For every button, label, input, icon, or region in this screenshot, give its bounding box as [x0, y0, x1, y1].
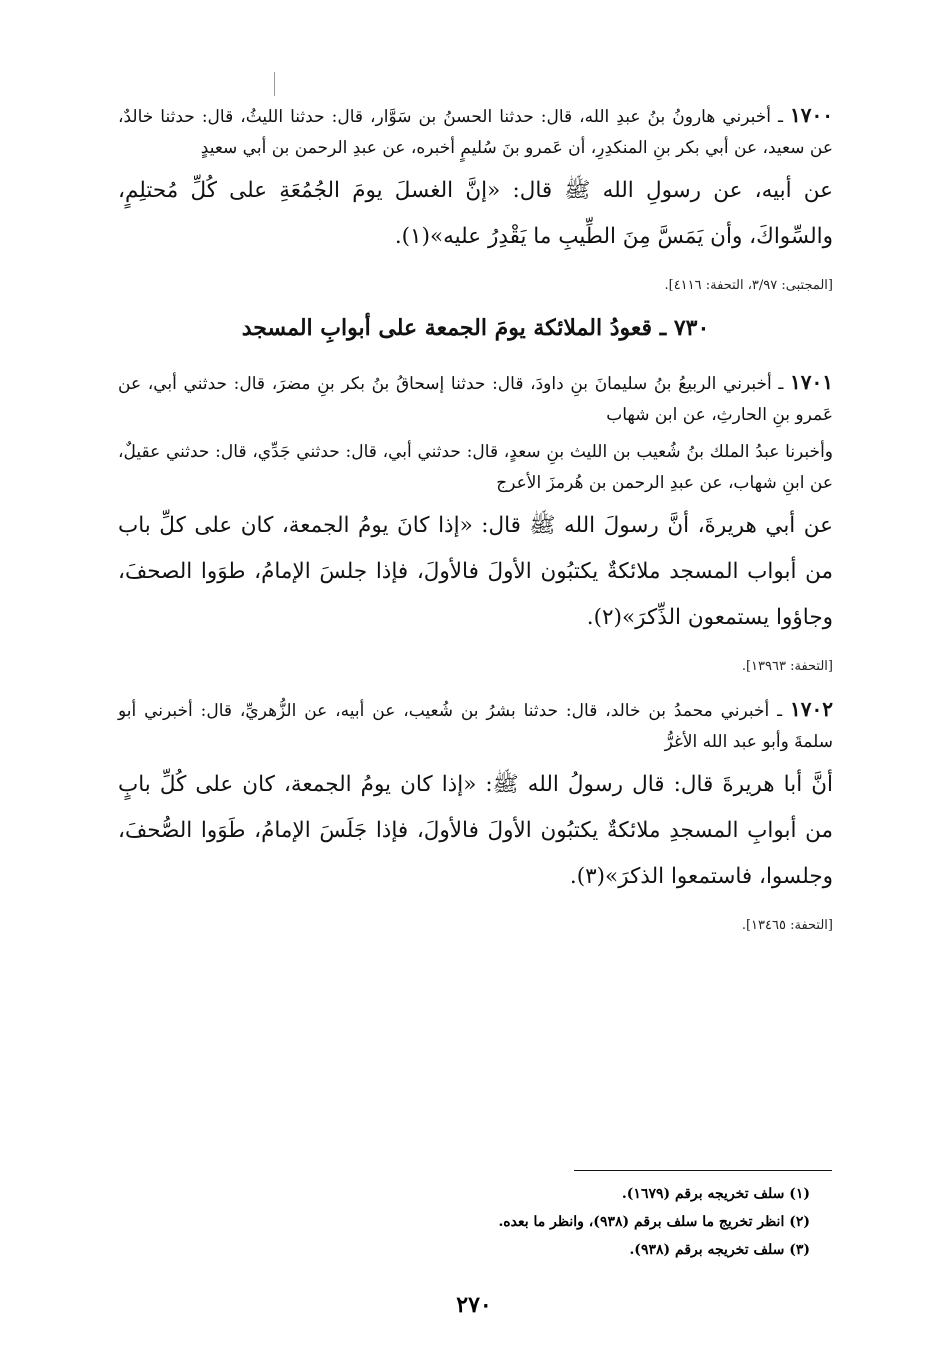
- hadith-1701-isnad: [118, 367, 833, 431]
- footnote-1: (١) سلف تخريجه برقم (١٦٧٩).: [621, 1186, 810, 1202]
- page-body: [118, 100, 833, 953]
- footnote-2: (٢) انظر تخريج ما سلف برقم (٩٣٨)، وانظر ما بعده.: [498, 1214, 810, 1230]
- hadith-1701-matn: عن أبي هريرةَ، أنَّ رسولَ الله ﷺ قال: «إذا كانَ يومُ الجمعة، كان على كلِّ باب من أبواب المسجد ملائكةٌ يكتبُون الأولَ فالأولَ، فإذا جلسَ الإمامُ، طوَوا الصحفَ، وجاؤوا يستمعون الذِّكرَ»(٢).: [118, 513, 833, 630]
- footnotes: [400, 1180, 810, 1264]
- top-margin-mark: [274, 72, 275, 96]
- hadith-1702-isnad: [118, 694, 833, 758]
- hadith-1702-matn: أنَّ أبا هريرةَ قال: قال رسولُ الله ﷺ: «إذا كان يومُ الجمعة، كان على كُلِّ بابٍ من أبوابِ المسجدِ ملائكةٌ يكتبُون الأولَ فالأولَ، فإذا جَلَسَ الإمامُ، طَوَوا الصُّحفَ، وجلسوا، فاستمعوا الذكرَ»(٣).: [118, 772, 833, 889]
- isnad-text: ـ أخبرني هارونُ بنُ عبدِ الله، قال: حدثنا الحسنُ بن سَوَّار، قال: حدثنا الليثُ، قال: حدثنا خالدٌ، عن سعيد، عن أبي بكر بنِ المنكدِرِ، أن عَمرو بنَ سُليمٍ أخبره، عن عبدِ الرحمن بن أبي سعيدٍ: [118, 107, 833, 158]
- chapter-heading: ٧٣٠ ـ قعودُ الملائكة يومَ الجمعة على أبوابِ المسجد: [241, 315, 710, 341]
- page-number: ٢٧٠: [456, 1292, 492, 1318]
- hadith-1701-isnad-2: وأخبرنا عبدُ الملك بنُ شُعيب بن الليث بنِ سعدٍ، قال: حدثني أبي، قال: حدثني جَدِّي، قال: حدثني عقيلٌ، عن ابنِ شهاب، عن عبدِ الرحمن بن هُرمزَ الأعرج: [118, 442, 834, 493]
- hadith-number: ١٧٠١: [790, 370, 833, 394]
- hadith-1702-reference: [التحفة: ١٣٤٦٥].: [741, 918, 833, 933]
- isnad-text: ـ أخبرني الربيعُ بنُ سليمانَ بنِ داودَ، قال: حدثنا إسحاقُ بنُ بكر بنِ مضرَ، قال: حدثني أبي، عن عَمرو بنِ الحارثِ، عن ابن شهاب: [118, 374, 833, 425]
- hadith-number: ١٧٠٢: [790, 697, 834, 721]
- hadith-1701-reference: [التحفة: ١٣٩٦٣].: [741, 659, 833, 674]
- footnote-3: (٣) سلف تخريجه برقم (٩٣٨).: [629, 1242, 810, 1258]
- hadith-number: ١٧٠٠: [790, 103, 834, 127]
- hadith-1700-matn: عن أبيه، عن رسولِ الله ﷺ قال: «إنَّ الغسلَ يومَ الجُمُعَةِ على كُلِّ مُحتلِمٍ، والسِّواكَ، وأن يَمَسَّ مِنَ الطِّيبِ ما يَقْدِرُ عليه»(١).: [118, 178, 833, 249]
- footnote-separator: [574, 1170, 832, 1171]
- hadith-1700-isnad: [118, 100, 833, 164]
- hadith-1700-reference: [المجتبى: ٣/٩٧، التحفة: ٤١١٦].: [664, 278, 833, 293]
- isnad-text: ـ أخبرني محمدُ بن خالد، قال: حدثنا بشرُ بن شُعيب، عن أبيه، عن الزُّهريِّ، قال: أخبرني أبو سلمةَ وأبو عبد الله الأغرُّ: [118, 701, 833, 752]
